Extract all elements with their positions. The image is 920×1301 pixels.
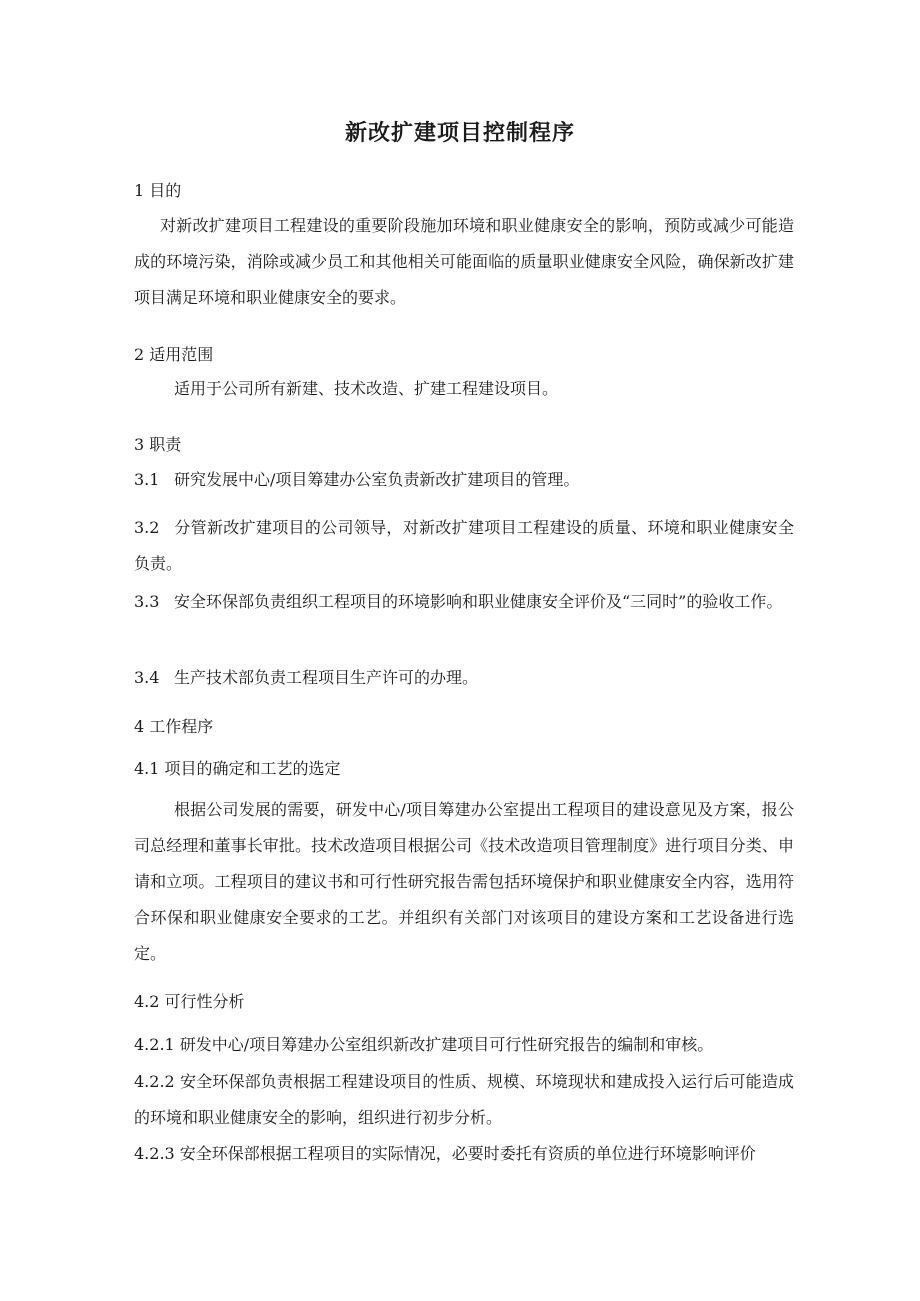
item-number: 3.2	[134, 518, 160, 537]
section-4-heading: 4 工作程序	[134, 717, 214, 736]
section-4-2-3: 4.2.3 安全环保部根据工程项目的实际情况，必要时委托有资质的单位进行环境影响评价	[134, 1144, 756, 1163]
section-2-heading: 2 适用范围	[134, 345, 214, 364]
section-3-heading: 3 职责	[134, 435, 182, 454]
item-number: 3.4	[134, 668, 160, 687]
item-number: 3.3	[134, 592, 160, 611]
section-4-1-body: 根据公司发展的需要，研发中心/项目筹建办公室提出工程项目的建设意见及方案，报公司总经理和董事长审批。技术改造项目根据公司《技术改造项目管理制度》进行项目分类、申请和立项。工程项目的建议书和可行性研究报告需包括环境保护和职业健康安全内容，选用符合环保和职业健康安全要求的工艺。并组织有关部门对该项目的建设方案和工艺设备进行选定。	[134, 800, 794, 963]
item-number: 3.1	[134, 470, 160, 489]
section-4-2-1: 4.2.1 研发中心/项目筹建办公室组织新改扩建项目可行性研究报告的编制和审核。	[134, 1035, 714, 1054]
section-4-2-2: 4.2.2 安全环保部负责根据工程建设项目的性质、规模、环境现状和建成投入运行后可能造成的环境和职业健康安全的影响，组织进行初步分析。	[134, 1072, 794, 1127]
item-text: 生产技术部负责工程项目生产许可的办理。	[174, 668, 479, 687]
item-text: 安全环保部负责组织工程项目的环境影响和职业健康安全评价及“三同时”的验收工作。	[174, 592, 783, 611]
responsibility-item-3-3	[134, 584, 794, 620]
document-title: 新改扩建项目控制程序	[344, 121, 575, 146]
item-text: 研究发展中心/项目筹建办公室负责新改扩建项目的管理。	[174, 470, 580, 489]
section-1-heading: 1 目的	[134, 181, 182, 200]
section-4-1-heading: 4.1 项目的确定和工艺的选定	[134, 759, 341, 778]
section-2-body: 适用于公司所有新建、技术改造、扩建工程建设项目。	[174, 379, 559, 398]
item-text: 分管新改扩建项目的公司领导，对新改扩建项目工程建设的质量、环境和职业健康安全负责。	[134, 518, 794, 573]
section-4-2-heading: 4.2 可行性分析	[134, 992, 245, 1011]
responsibility-item-3-2	[134, 510, 794, 582]
responsibility-item-3-4	[134, 660, 794, 696]
section-1-body: 对新改扩建项目工程建设的重要阶段施加环境和职业健康安全的影响，预防或减少可能造成的环境污染，消除或减少员工和其他相关可能面临的质量职业健康安全风险，确保新改扩建项目满足环境和职业健康安全的要求。	[134, 216, 794, 307]
responsibility-item-3-1	[134, 462, 794, 498]
